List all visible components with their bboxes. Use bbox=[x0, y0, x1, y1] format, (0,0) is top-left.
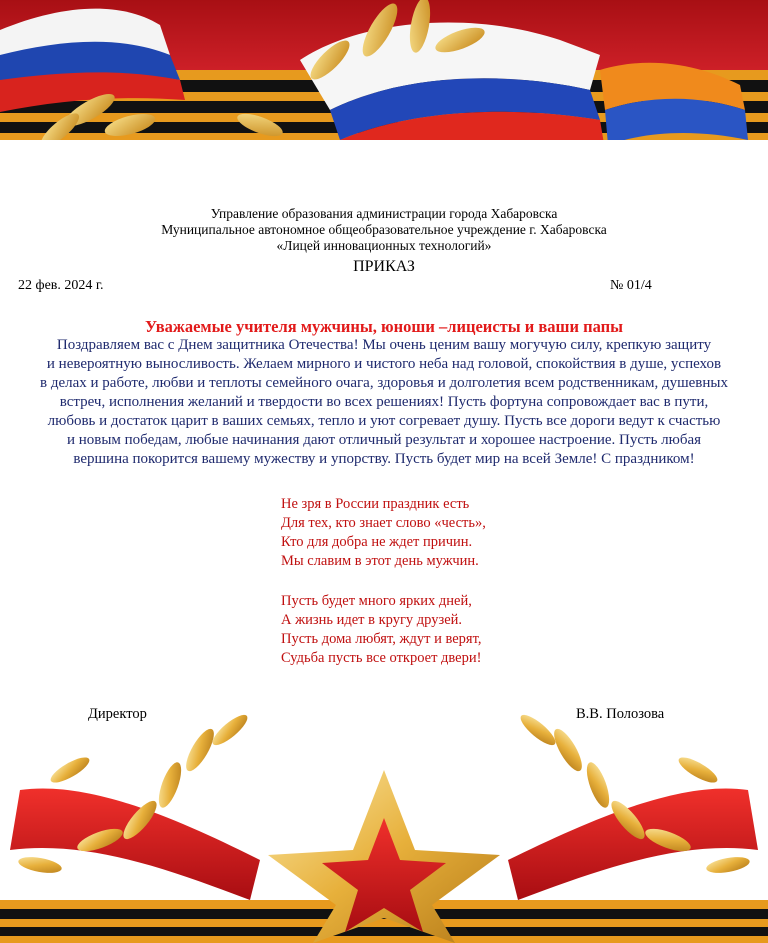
org-line-1: Управление образования администрации города Хабаровска bbox=[210, 206, 558, 221]
poem-line: Пусть дома любят, ждут и верят, bbox=[281, 631, 482, 647]
poem-stanza-2 bbox=[281, 592, 481, 668]
greeting-title: Уважаемые учителя мужчины, юноши –лицеисты и ваши папы bbox=[144, 317, 624, 336]
org-line-2: Муниципальное автономное общеобразовательное учреждение г. Хабаровска bbox=[161, 222, 607, 237]
greeting-line: встреч, исполнения желаний и твердости во всех решениях! Пусть фортуна сопровождает вас в пути, bbox=[59, 394, 709, 410]
top-banner-flag-ribbon-image bbox=[0, 0, 768, 170]
greeting-line: и новым победам, любые начинания дают отличный результат и хорошее настроение. Пусть любая bbox=[66, 432, 702, 448]
poem-line: А жизнь идет в кругу друзей. bbox=[281, 612, 463, 628]
document-number: № 01/4 bbox=[610, 278, 652, 293]
poem-line: Кто для добра не ждет причин. bbox=[281, 534, 473, 550]
org-line-3: «Лицей инновационных технологий» bbox=[276, 238, 492, 253]
poem-line: Мы славим в этот день мужчин. bbox=[281, 553, 479, 569]
signature-name: В.В. Полозова bbox=[576, 706, 665, 722]
poem-line: Судьба пусть все откроет двери! bbox=[281, 650, 482, 666]
greeting-body bbox=[0, 336, 768, 469]
greeting-line: вершина покорится вашему мужеству и упорству. Пусть будет мир на всей Земле! С праздником! bbox=[73, 451, 695, 467]
poem-line: Не зря в России праздник есть bbox=[281, 496, 470, 512]
greeting-line: любовь и достаток царит в ваших семьях, тепло и уют согревает душу. Пусть все дороги ведут к счастью bbox=[47, 413, 721, 429]
greeting-line: Поздравляем вас с Днем защитника Отечества! Мы очень ценим вашу могучую силу, крепкую защиту bbox=[56, 337, 712, 353]
poem-line: Для тех, кто знает слово «честь», bbox=[281, 515, 486, 531]
bottom-star-laurel-image bbox=[0, 700, 768, 943]
poem-stanza-1 bbox=[281, 495, 486, 571]
greeting-line: и невероятную выносливость. Желаем мирного и чистого неба над головой, спокойствия в душе, успехов bbox=[46, 356, 722, 372]
document-date: 22 фев. 2024 г. bbox=[18, 278, 104, 293]
signature-position: Директор bbox=[88, 706, 147, 722]
greeting-line: в делах и работе, любви и теплоты семейного очага, здоровья и долголетия всем родственникам, душевных bbox=[40, 375, 728, 391]
poem-line: Пусть будет много ярких дней, bbox=[281, 593, 472, 609]
document-type-title: ПРИКАЗ bbox=[353, 258, 415, 275]
